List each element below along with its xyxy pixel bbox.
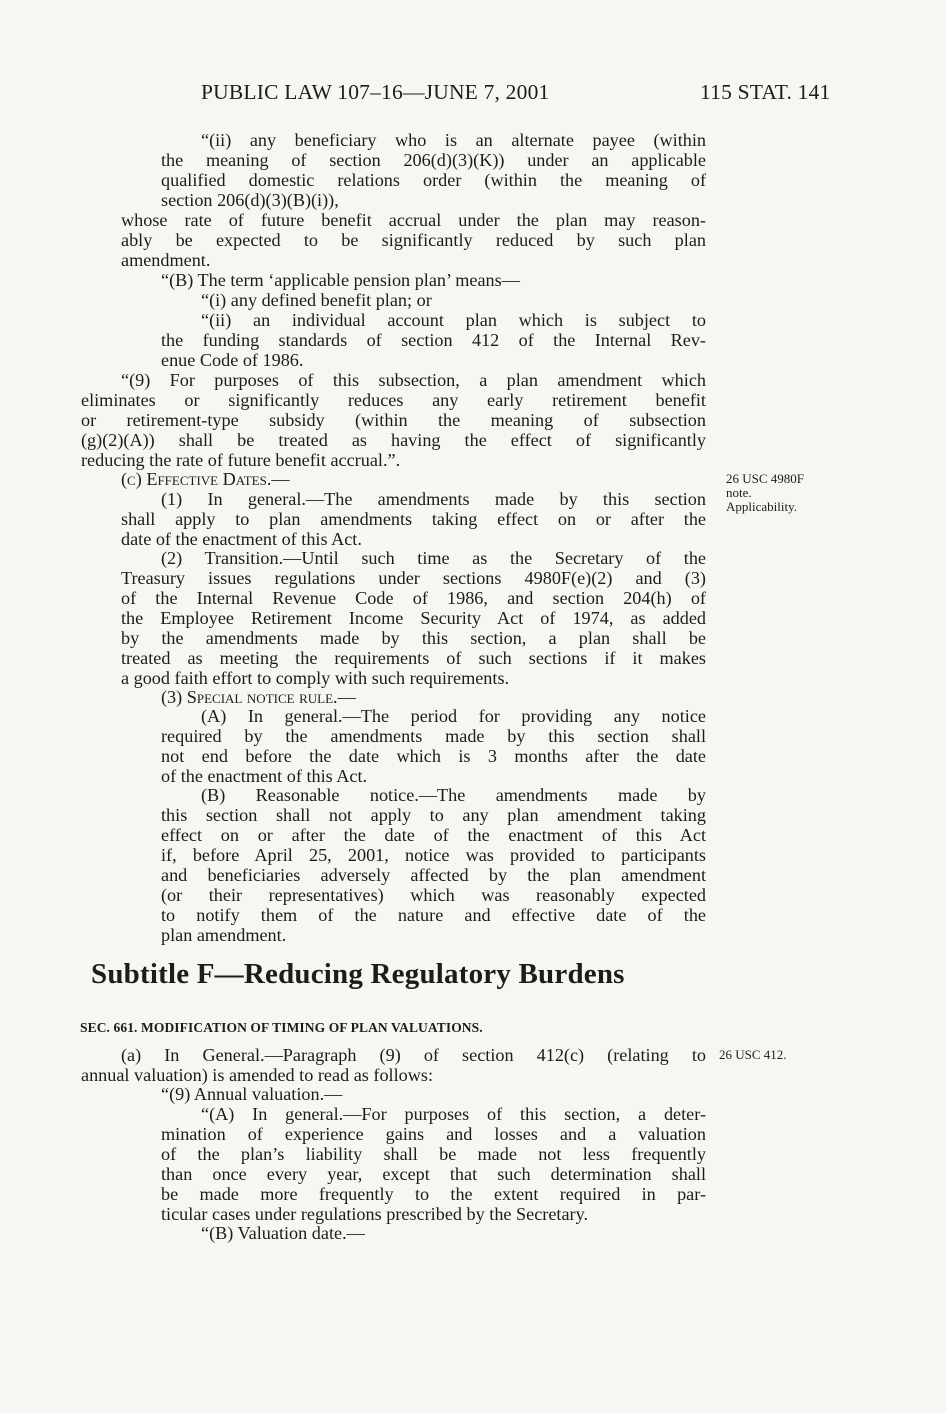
text-line: enue Code of 1986. [161,350,304,370]
text-line: to notify them of the nature and effective date of the [161,905,706,925]
text-line: “(A) In general.—For purposes of this section, a deter- [201,1104,706,1124]
text-line: than once every year, except that such determination shall [161,1164,706,1184]
text-line: effect on or after the date of the enactment of this Act [161,825,706,845]
text-line: ably be expected to be significantly reduced by such plan [121,230,706,250]
text-line: mination of experience gains and losses and a valuation [161,1124,706,1144]
text-line: (a) In General.—Paragraph (9) of section 412(c) (relating to [121,1045,706,1065]
text-line: of the plan’s liability shall be made not less frequently [161,1144,706,1164]
section-heading: SEC. 661. MODIFICATION OF TIMING OF PLAN VALUATIONS. [80,1020,483,1035]
text-line: of the Internal Revenue Code of 1986, and section 204(h) of [121,588,706,608]
paragraph-heading: “(B) Valuation date.— [201,1223,365,1243]
text-line: Treasury issues regulations under sections 4980F(e)(2) and (3) [121,568,706,588]
text-line: whose rate of future benefit accrual under the plan may reason- [121,210,706,230]
text-line: eliminates or significantly reduces any early retirement benefit [81,390,706,410]
side-note-citation: 26 USC 412. [719,1047,787,1062]
text-line: reducing the rate of future benefit accrual.”. [81,450,401,470]
side-note-citation: note. [726,485,752,500]
side-note-applicability: Applicability. [726,499,798,514]
text-line: the meaning of section 206(d)(3)(K)) under an applicable [161,150,706,170]
text-line: annual valuation) is amended to read as follows: [81,1065,434,1085]
text-line: and beneficiaries adversely affected by the plan amendment [161,865,706,885]
text-line: (2) Transition.—Until such time as the Secretary of the [161,548,706,568]
running-header-title: PUBLIC LAW 107–16—JUNE 7, 2001 [201,80,550,104]
text-line: section 206(d)(3)(B)(i)), [161,190,339,210]
text-line: “(ii) any beneficiary who is an alternate payee (within [201,130,706,150]
text-line: or retirement-type subsidy (within the meaning of subsection [81,410,706,430]
text-line: amendment. [121,250,211,270]
text-line: (g)(2)(A)) shall be treated as having the effect of significantly [81,430,706,450]
text-line: required by the amendments made by this section shall [161,726,706,746]
text-line: shall apply to plan amendments taking effect on or after the [121,509,706,529]
text-line: (A) In general.—The period for providing any notice [201,706,706,726]
text-line: not end before the date which is 3 months after the date [161,746,706,766]
text-line: plan amendment. [161,925,287,945]
paragraph-heading: “(9) Annual valuation.— [161,1084,343,1104]
text-line: treated as meeting the requirements of such sections if it makes [121,648,706,668]
subsection-heading: (c) Effective Dates.— [121,469,290,489]
text-line: of the enactment of this Act. [161,766,368,786]
text-line: be made more frequently to the extent required in par- [161,1184,706,1204]
text-line: a good faith effort to comply with such requirements. [121,668,510,688]
text-line: the Employee Retirement Income Security Act of 1974, as added [121,608,706,628]
text-line: ticular cases under regulations prescribed by the Secretary. [161,1204,589,1224]
text-line: “(ii) an individual account plan which is subject to [201,310,706,330]
text-line: date of the enactment of this Act. [121,529,362,549]
running-header-page: 115 STAT. 141 [700,80,831,104]
text-line: “(B) The term ‘applicable pension plan’ means— [161,270,520,290]
text-line: (B) Reasonable notice.—The amendments made by [201,785,706,805]
text-line: this section shall not apply to any plan amendment taking [161,805,706,825]
subtitle-heading: Subtitle F—Reducing Regulatory Burdens [91,958,625,990]
text-line: (1) In general.—The amendments made by this section [161,489,706,509]
side-note-citation: 26 USC 4980F [726,471,805,486]
text-line: (or their representatives) which was reasonably expected [161,885,706,905]
text-line: by the amendments made by this section, a plan shall be [121,628,706,648]
text-line: qualified domestic relations order (within the meaning of [161,170,706,190]
text-line: if, before April 25, 2001, notice was provided to participants [161,845,706,865]
paragraph-heading: (3) Special notice rule.— [161,687,356,707]
text-line: “(9) For purposes of this subsection, a plan amendment which [121,370,706,390]
text-line: “(i) any defined benefit plan; or [201,290,432,310]
text-line: the funding standards of section 412 of the Internal Rev- [161,330,706,350]
